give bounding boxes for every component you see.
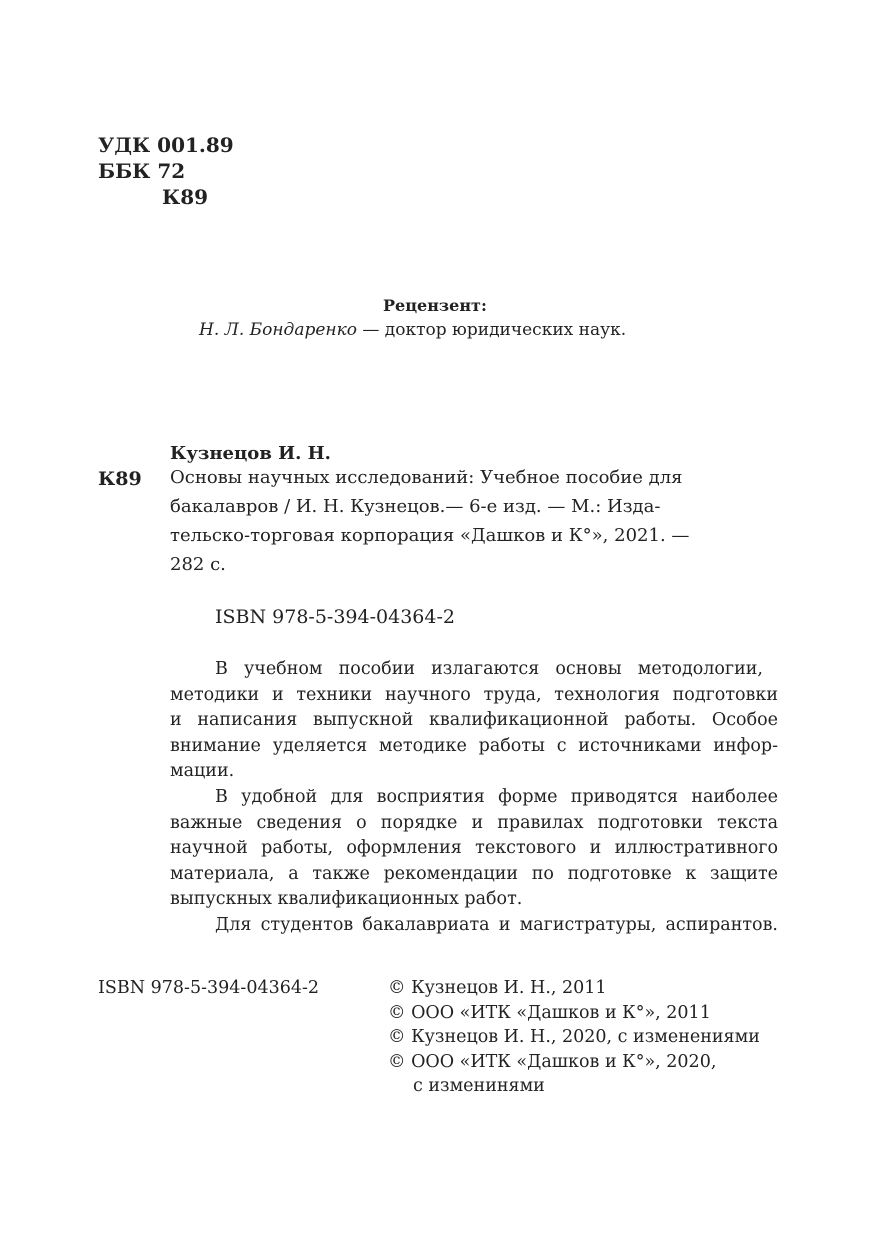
reviewer-credentials: — доктор юридических наук.	[357, 320, 627, 340]
annotation-line: методики и техники научного труда, технология подготовки	[170, 684, 778, 705]
annotation-line: важные сведения о порядке и правилах подготовки текста	[170, 812, 778, 833]
reviewer-name: Н. Л. Бондаренко	[199, 320, 357, 340]
copyright-line: © ООО «ИТК «Дашков и К°», 2011	[388, 1002, 711, 1023]
biblio-line: бакалавров / И. Н. Кузнецов.— 6-е изд. — М.: Изда-	[170, 496, 661, 517]
bbk-code: ББК 72	[98, 159, 186, 183]
biblio-line: 282 с.	[170, 554, 226, 575]
annotation-line: внимание уделяется методике работы с источниками инфор-	[170, 735, 778, 756]
annotation-line: В учебном пособии излагаются основы методологии,	[215, 659, 763, 679]
annotation-line: мации.	[170, 761, 235, 782]
reviewer-line	[199, 320, 626, 340]
catalog-isbn: ISBN 978-5-394-04364-2	[215, 606, 455, 628]
annotation-line: материала, а также рекомендации по подготовке к защите	[170, 863, 778, 884]
biblio-line: тельско-торговая корпорация «Дашков и К°», 2021. —	[170, 525, 690, 546]
copyright-line: с изменинями	[413, 1076, 545, 1096]
udk-code: УДК 001.89	[98, 133, 234, 157]
annotation-line: научной работы, оформления текстового и иллюстративного	[170, 838, 778, 859]
biblio-line: Основы научных исследований: Учебное пособие для	[170, 467, 683, 488]
copyright-block	[388, 976, 760, 1099]
bibliographic-description	[170, 463, 778, 579]
catalog-mark: К89	[98, 468, 142, 490]
annotation-line: и написания выпускной квалификационной работы. Особое	[170, 710, 778, 731]
copyright-line: © Кузнецов И. Н., 2011	[388, 978, 607, 998]
annotation-line: В удобной для восприятия форме приводятся наиболее	[215, 787, 778, 807]
annotation	[170, 657, 778, 939]
reviewer-title: Рецензент:	[383, 296, 487, 315]
annotation-line: Для студентов бакалавриата и магистратуры, аспирантов.	[215, 915, 778, 935]
catalog-author: Кузнецов И. Н.	[170, 443, 331, 464]
copyright-line: © ООО «ИТК «Дашков и К°», 2020,	[388, 1051, 717, 1072]
annotation-line: выпускных квалификационных работ.	[170, 889, 523, 910]
footer-isbn: ISBN 978-5-394-04364-2	[98, 978, 320, 998]
copyright-line: © Кузнецов И. Н., 2020, с изменениями	[388, 1027, 760, 1047]
author-mark: К89	[162, 185, 209, 209]
